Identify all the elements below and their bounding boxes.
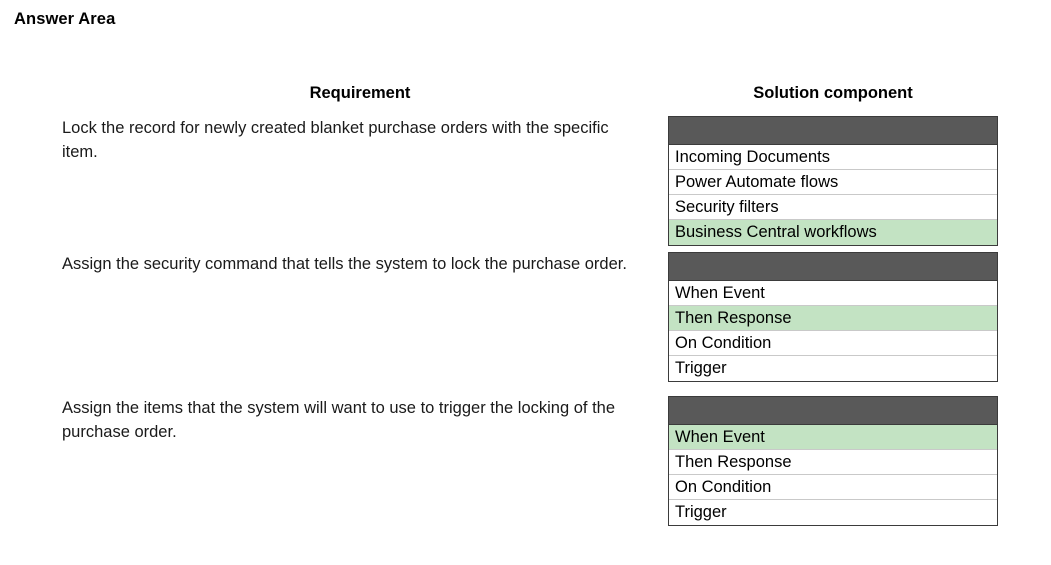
column-headers <box>0 84 1051 108</box>
dropdown-option[interactable]: Trigger <box>669 356 997 381</box>
dropdown-selected-value[interactable] <box>669 397 997 425</box>
dropdown-option-selected[interactable]: When Event <box>669 425 997 450</box>
requirement-text: Lock the record for newly created blanket purchase orders with the specific item. <box>62 119 609 161</box>
dropdown-option[interactable]: Trigger <box>669 500 997 525</box>
dropdown-selected-value[interactable] <box>669 117 997 145</box>
dropdown-option[interactable]: Power Automate flows <box>669 170 997 195</box>
dropdown-option[interactable]: When Event <box>669 281 997 306</box>
solution-dropdown-2[interactable] <box>668 252 998 382</box>
dropdown-option-selected[interactable]: Then Response <box>669 306 997 331</box>
solution-dropdown-1[interactable] <box>668 116 998 246</box>
column-header-requirement: Requirement <box>309 84 411 102</box>
page-title: Answer Area <box>14 10 116 28</box>
dropdown-option[interactable]: On Condition <box>669 475 997 500</box>
requirement-text: Assign the security command that tells the system to lock the purchase order. <box>62 255 627 273</box>
dropdown-selected-value[interactable] <box>669 253 997 281</box>
dropdown-option[interactable]: Incoming Documents <box>669 145 997 170</box>
dropdown-option-selected[interactable]: Business Central workflows <box>669 220 997 245</box>
dropdown-option[interactable]: Then Response <box>669 450 997 475</box>
solution-dropdown-3[interactable] <box>668 396 998 526</box>
requirement-text: Assign the items that the system will want to use to trigger the locking of the purchase order. <box>62 399 616 441</box>
dropdown-option[interactable]: On Condition <box>669 331 997 356</box>
column-header-solution: Solution component <box>753 84 913 102</box>
dropdown-option[interactable]: Security filters <box>669 195 997 220</box>
